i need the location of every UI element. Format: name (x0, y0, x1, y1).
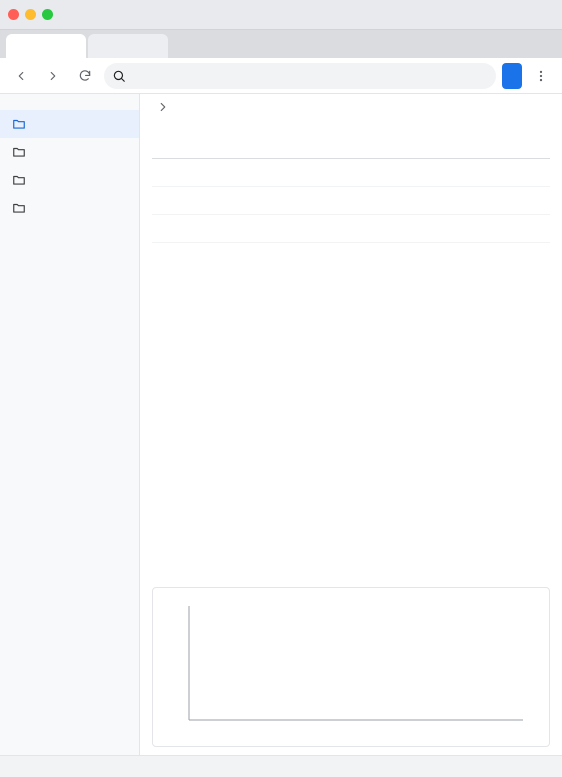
table-cell (417, 158, 550, 186)
page-title (140, 120, 562, 132)
folder-icon (12, 201, 26, 215)
back-button[interactable] (8, 63, 34, 89)
content-area (0, 94, 562, 755)
primary-action-button[interactable] (502, 63, 522, 89)
refresh-icon (78, 69, 92, 83)
folder-icon (12, 173, 26, 187)
maximize-window-button[interactable] (42, 9, 53, 20)
table-row[interactable] (152, 158, 550, 186)
arrow-right-icon (46, 69, 60, 83)
title-bar (0, 0, 562, 30)
data-table (152, 132, 550, 243)
table-header-row (152, 132, 550, 158)
table-container (140, 132, 562, 579)
table-cell (285, 186, 418, 214)
table-cell (417, 214, 550, 242)
table-cell (152, 186, 285, 214)
tab-0[interactable] (6, 34, 86, 58)
chart-panel (152, 587, 550, 747)
table-cell (417, 186, 550, 214)
refresh-button[interactable] (72, 63, 98, 89)
column-header[interactable] (285, 132, 418, 158)
menu-button[interactable] (528, 63, 554, 89)
chevron-right-icon (156, 100, 170, 114)
folder-icon (12, 117, 26, 131)
sidebar-item-2[interactable] (0, 166, 139, 194)
arrow-left-icon (14, 69, 28, 83)
sidebar-item-1[interactable] (0, 138, 139, 166)
sidebar-item-0[interactable] (0, 110, 139, 138)
bar-chart (153, 588, 533, 746)
search-icon (112, 69, 126, 83)
table-cell (285, 158, 418, 186)
main-panel (140, 94, 562, 755)
table-row[interactable] (152, 186, 550, 214)
folder-icon (12, 145, 26, 159)
table-cell (152, 158, 285, 186)
column-header[interactable] (417, 132, 550, 158)
search-input[interactable] (132, 69, 488, 83)
toolbar (0, 58, 562, 94)
tab-bar (0, 30, 562, 58)
breadcrumb (140, 94, 562, 120)
sidebar-header (0, 102, 139, 110)
tab-1[interactable] (88, 34, 168, 58)
search-box (104, 63, 496, 89)
more-vertical-icon (534, 69, 548, 83)
status-bar (0, 755, 562, 777)
table-cell (152, 214, 285, 242)
window-controls (8, 9, 53, 20)
forward-button[interactable] (40, 63, 66, 89)
close-window-button[interactable] (8, 9, 19, 20)
sidebar (0, 94, 140, 755)
table-cell (285, 214, 418, 242)
minimize-window-button[interactable] (25, 9, 36, 20)
sidebar-item-3[interactable] (0, 194, 139, 222)
column-header[interactable] (152, 132, 285, 158)
table-row[interactable] (152, 214, 550, 242)
